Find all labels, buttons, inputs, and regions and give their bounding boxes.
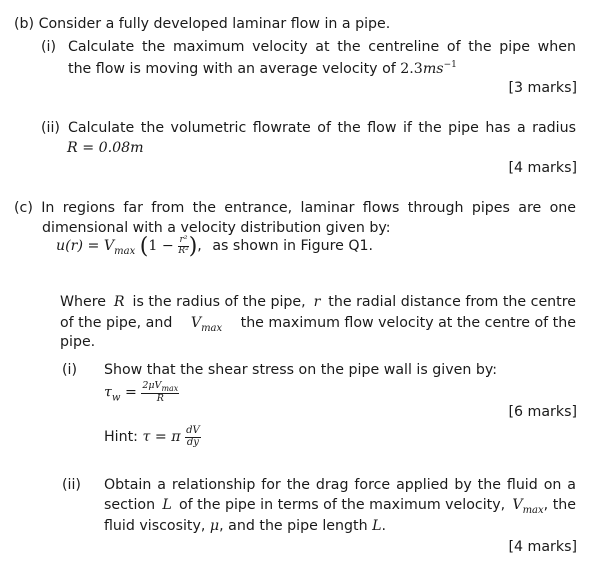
part-c-q2-marks: [4 marks] — [508, 539, 577, 555]
shear-fraction — [141, 381, 179, 404]
where-line1-c: the radial distance from the centre — [328, 294, 576, 310]
hint-fraction-numerator: dV — [186, 425, 200, 436]
part-b-q1-line2 — [68, 61, 457, 76]
eq-open-paren: ( — [139, 234, 149, 259]
eq-fraction-denominator: R² — [178, 245, 189, 256]
part-b-q2-label: (ii) — [41, 120, 60, 136]
hint-expression: τ = π — [142, 428, 181, 445]
where-line2-a: of the pipe, and — [60, 315, 173, 331]
part-b-q2-line1: Calculate the volumetric flowrate of the flow if the pipe has a radius — [68, 120, 576, 136]
line2-Vsub: max — [522, 504, 544, 516]
velocity-unit: ms — [422, 61, 444, 77]
line2-text: of the pipe in terms of the maximum velocity, — [178, 497, 506, 513]
tau-equals: = — [124, 384, 137, 401]
part-c-q2-label: (ii) — [62, 477, 81, 493]
part-c-q1-label: (i) — [62, 362, 78, 378]
part-b-q1-text: the flow is moving with an average velocity of — [68, 61, 396, 77]
part-c-intro-line2: dimensional with a velocity distribution given by: — [42, 220, 391, 236]
line3-b: , and the pipe length — [219, 518, 368, 534]
shear-stress-equation — [104, 381, 179, 404]
hint-fraction — [185, 426, 201, 448]
shear-fraction-numerator: 2μV — [142, 380, 162, 391]
where-line1 — [60, 295, 576, 309]
where-line2 — [60, 316, 576, 334]
line2-the: , the — [543, 497, 576, 513]
where-R: R — [113, 294, 125, 310]
hint-label: Hint: — [104, 428, 138, 445]
part-b-q2-marks: [4 marks] — [508, 160, 577, 176]
where-line1-a: Where — [60, 294, 106, 310]
part-c-q2-line1: Obtain a relationship for the drag force applied by the fluid on a — [104, 477, 576, 493]
where-V: V — [190, 315, 202, 331]
tau: τ — [104, 384, 112, 401]
shear-fraction-denominator: R — [156, 393, 164, 405]
part-b-q1-line1: Calculate the maximum velocity at the centreline of the pipe when — [68, 39, 576, 55]
eq-fraction — [178, 236, 188, 256]
line2-section: section — [104, 497, 156, 513]
where-line2-b: the maximum flow velocity at the centre of the — [240, 315, 576, 331]
eq-one-minus: 1 − — [148, 237, 174, 254]
part-c-q1-marks: [6 marks] — [508, 404, 577, 420]
eq-fraction-numerator: r² — [179, 235, 188, 246]
part-b-intro: (b) Consider a fully developed laminar flow in a pipe. — [14, 16, 391, 32]
line2-V: V — [512, 497, 523, 513]
velocity-exponent: −1 — [443, 60, 457, 70]
part-c-intro-line1: (c) In regions far from the entrance, laminar flows through pipes are one — [14, 200, 576, 216]
eq-lhs: u(r) = V — [56, 237, 115, 254]
velocity-value: 2.3 — [400, 61, 423, 77]
part-c-q2-line3 — [104, 519, 386, 533]
line3-a: fluid viscosity, — [104, 518, 206, 534]
line3-L: L — [372, 518, 382, 534]
shear-fraction-numerator-sub: max — [161, 383, 179, 393]
part-b-q1-label: (i) — [41, 39, 57, 55]
part-c-q1-text: Show that the shear stress on the pipe wall is given by: — [104, 362, 497, 378]
where-Vsub: max — [201, 322, 223, 334]
velocity-distribution-equation: $u(r) = V_{max}$ (1 − $\frac{\text{r²}}{\text{R²}}$ ), as shown in Figure Q1. — [56, 234, 374, 259]
where-r: r — [313, 294, 321, 310]
eq-lhs-sub: max — [114, 245, 136, 257]
part-c-q2-line2 — [104, 498, 576, 516]
line3-c: . — [381, 518, 387, 534]
radius-expression: R = 0.08m — [67, 140, 144, 156]
hint — [104, 426, 201, 448]
hint-fraction-denominator: dy — [186, 436, 199, 448]
part-b-q1-marks: [3 marks] — [508, 80, 577, 96]
where-line1-b: is the radius of the pipe, — [132, 294, 306, 310]
line2-L: L — [162, 497, 172, 513]
eq-close-paren: ) — [188, 234, 198, 259]
eq-after-text: as shown in Figure Q1. — [212, 237, 374, 254]
where-line3: pipe. — [60, 334, 96, 350]
line3-mu: μ — [209, 518, 220, 534]
tau-sub: w — [111, 392, 121, 404]
